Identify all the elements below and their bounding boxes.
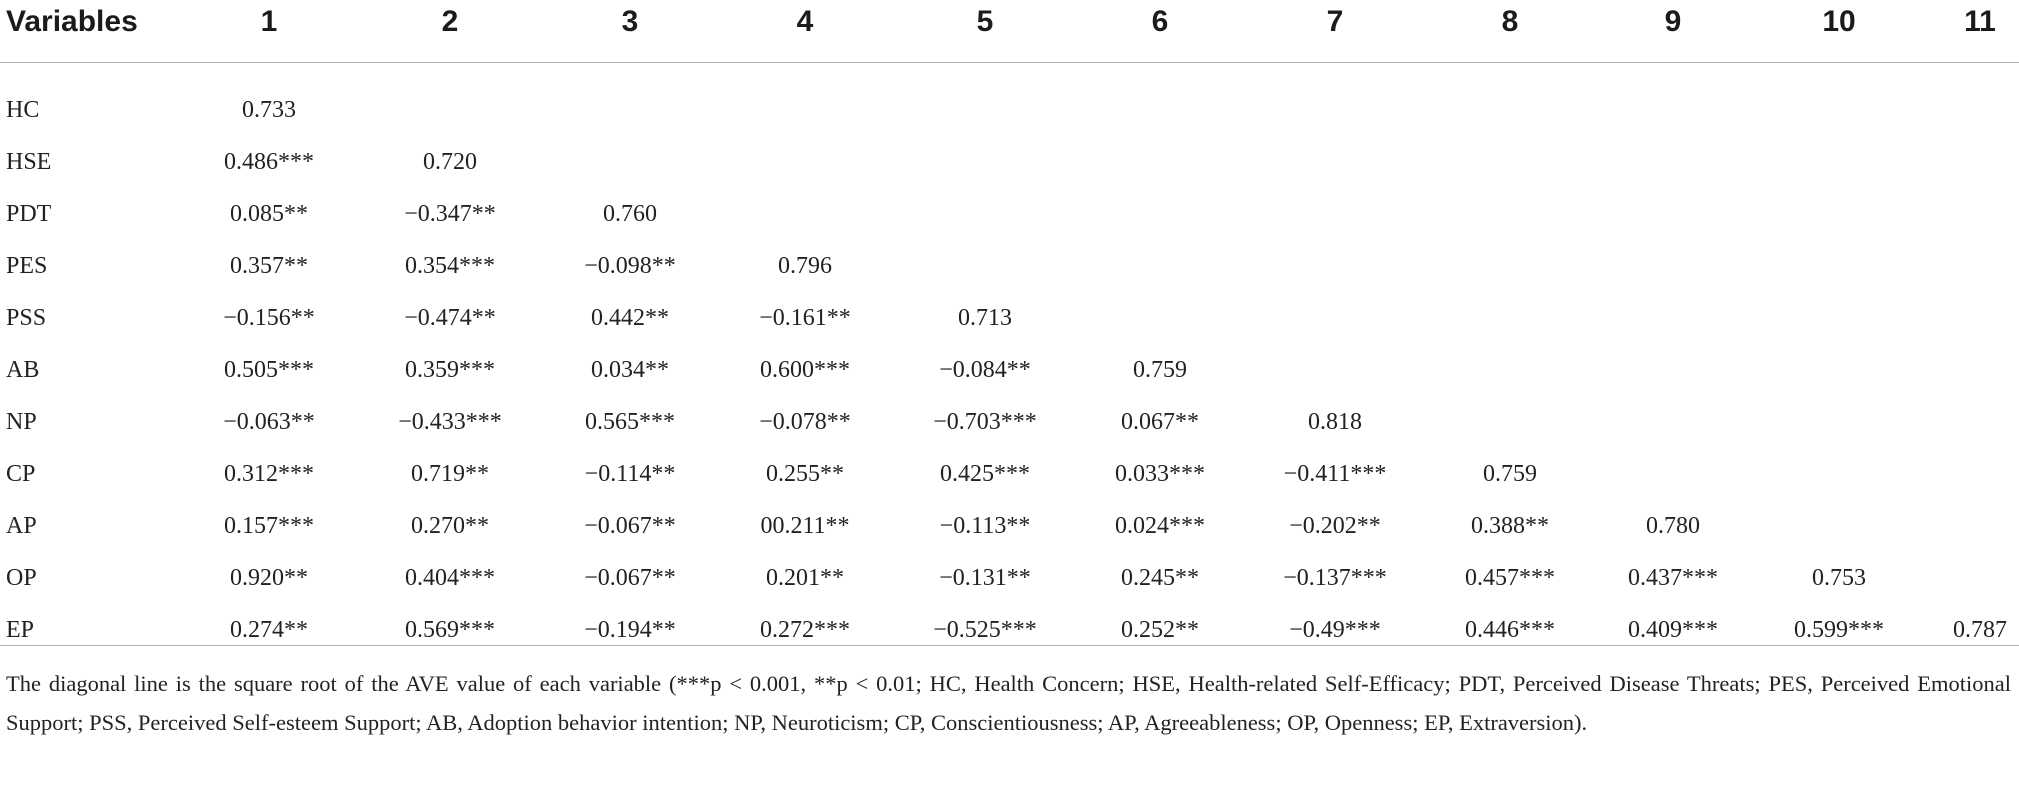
table-cell: 0.713 [958,304,1012,331]
header-col-3: 3 [621,5,639,38]
table-cell [895,240,1075,292]
header-col-1: 1 [260,5,278,38]
table-cell: 0.357** [230,252,308,279]
table-cell [1583,344,1763,396]
table-cell [1245,240,1425,292]
table-cell: 0.085** [230,200,308,227]
table-cell [1245,84,1425,136]
table-cell: 0.024*** [1115,512,1205,539]
table-cell [895,136,1075,188]
table-cell [1245,344,1425,396]
table-row [0,188,2019,240]
row-label: HC [6,96,40,123]
table-cell [1420,188,1600,240]
row-label: HSE [6,148,52,175]
table-cell [1245,292,1425,344]
header-variables: Variables [6,5,138,38]
table-cell: 0.600*** [760,356,850,383]
row-label: EP [6,616,35,643]
table-cell: −0.525*** [933,616,1037,643]
table-cell [540,136,720,188]
table-cell: −0.433*** [398,408,502,435]
table-cell: 0.245** [1121,564,1199,591]
table-cell: 0.067** [1121,408,1199,435]
table-cell: −0.49*** [1289,616,1381,643]
header-divider [0,62,2019,63]
table-row [0,396,2019,448]
table-cell [1070,240,1250,292]
table-cell [1420,292,1600,344]
row-label: CP [6,460,36,487]
table-body [0,84,2019,656]
table-cell [715,84,895,136]
table-cell [1583,448,1763,500]
table-cell: −0.156** [223,304,315,331]
table-cell [1245,136,1425,188]
table-cell: 0.759 [1483,460,1537,487]
table-cell: 0.409*** [1628,616,1718,643]
table-cell: 0.920** [230,564,308,591]
table-row [0,84,2019,136]
header-col-6: 6 [1151,5,1169,38]
table-cell: −0.131** [939,564,1031,591]
table-cell [1583,188,1763,240]
table-cell [715,188,895,240]
table-cell: 0.442** [591,304,669,331]
table-cell: 0.599*** [1794,616,1884,643]
row-label: AB [6,356,40,383]
table-cell: −0.067** [584,564,676,591]
table-cell: 0.753 [1812,564,1866,591]
table-cell: −0.411*** [1283,460,1387,487]
table-cell [1070,292,1250,344]
row-label: NP [6,408,37,435]
table-footnote: The diagonal line is the square root of the AVE value of each variable (***p < 0.001, **p < 0.01; HC, Health Concern; HSE, Health-related Self-Efficacy; PDT, Perceived Disease Threats; PES, Perceived Emotional Support; PSS, Perceived Self-esteem Support; AB, Adoption behavior intention; NP, Neuroticism; CP, Conscientiousness; AP, Agreeableness; OP, Openness; EP, Extraversion). [6,671,2011,735]
table-cell: 0.274** [230,616,308,643]
table-cell: 0.255** [766,460,844,487]
table-cell: 0.733 [242,96,296,123]
table-cell: 0.565*** [585,408,675,435]
table-cell: 0.252** [1121,616,1199,643]
table-header-row [0,0,2019,44]
table-cell: 0.437*** [1628,564,1718,591]
table-cell: 0.354*** [405,252,495,279]
row-label: PDT [6,200,52,227]
table-cell [540,84,720,136]
table-cell [1070,136,1250,188]
table-cell: −0.194** [584,616,676,643]
table-cell: 0.818 [1308,408,1362,435]
row-label: PSS [6,304,47,331]
header-col-8: 8 [1501,5,1519,38]
table-row [0,604,2019,656]
table-cell [1890,396,2019,448]
table-cell: 0.404*** [405,564,495,591]
table-cell [895,188,1075,240]
table-cell: 0.201** [766,564,844,591]
header-col-9: 9 [1664,5,1682,38]
table-cell: 0.034** [591,356,669,383]
table-cell: 0.446*** [1465,616,1555,643]
table-cell: 0.796 [778,252,832,279]
table-cell [1583,136,1763,188]
table-cell: −0.063** [223,408,315,435]
table-cell: 00.211** [760,512,850,539]
table-cell: 0.359*** [405,356,495,383]
table-cell: 0.388** [1471,512,1549,539]
table-cell [1890,500,2019,552]
table-cell: 0.719** [411,460,489,487]
table-cell [1890,240,2019,292]
table-cell: 0.759 [1133,356,1187,383]
table-cell: −0.703*** [933,408,1037,435]
table-cell [1890,344,2019,396]
table-cell [1420,240,1600,292]
table-cell: 0.157*** [224,512,314,539]
footer-divider [0,645,2019,646]
table-cell: −0.113** [939,512,1031,539]
table-cell [1890,552,2019,604]
header-col-4: 4 [796,5,814,38]
table-cell [1583,240,1763,292]
table-cell: −0.067** [584,512,676,539]
table-cell: 0.425*** [940,460,1030,487]
table-cell [1070,188,1250,240]
table-cell: 0.760 [603,200,657,227]
table-cell: 0.312*** [224,460,314,487]
table-cell [715,136,895,188]
table-row [0,136,2019,188]
table-cell [1890,188,2019,240]
table-row [0,552,2019,604]
table-cell [1420,84,1600,136]
table-cell: −0.084** [939,356,1031,383]
table-cell: 0.486*** [224,148,314,175]
table-cell: −0.474** [404,304,496,331]
table-cell: −0.137*** [1283,564,1387,591]
table-cell [1420,344,1600,396]
table-cell: 0.505*** [224,356,314,383]
table-cell [1890,448,2019,500]
table-cell [895,84,1075,136]
table-cell [1890,136,2019,188]
table-row [0,292,2019,344]
table-cell: −0.098** [584,252,676,279]
table-cell [1583,292,1763,344]
table-cell [1890,84,2019,136]
table-cell: 0.457*** [1465,564,1555,591]
table-row [0,500,2019,552]
header-col-7: 7 [1326,5,1344,38]
header-col-5: 5 [976,5,994,38]
table-cell: 0.272*** [760,616,850,643]
table-cell [1070,84,1250,136]
table-cell: −0.202** [1289,512,1381,539]
header-col-11: 11 [1964,5,1996,38]
row-label: AP [6,512,37,539]
table-cell [1583,396,1763,448]
table-cell: 0.787 [1953,616,2007,643]
table-cell: −0.078** [759,408,851,435]
table-cell: 0.033*** [1115,460,1205,487]
table-cell [1420,396,1600,448]
table-row [0,448,2019,500]
table-cell [1420,136,1600,188]
table-row [0,344,2019,396]
table-row [0,240,2019,292]
header-col-2: 2 [441,5,459,38]
table-cell: −0.161** [759,304,851,331]
table-cell [360,84,540,136]
table-cell: 0.780 [1646,512,1700,539]
table-cell [1583,84,1763,136]
header-col-10: 10 [1822,5,1856,38]
table-cell [1245,188,1425,240]
table-cell: 0.720 [423,148,477,175]
table-cell: −0.114** [584,460,676,487]
table-cell [1890,292,2019,344]
table-cell: −0.347** [404,200,496,227]
table-cell: 0.270** [411,512,489,539]
row-label: PES [6,252,48,279]
table-cell: 0.569*** [405,616,495,643]
row-label: OP [6,564,37,591]
